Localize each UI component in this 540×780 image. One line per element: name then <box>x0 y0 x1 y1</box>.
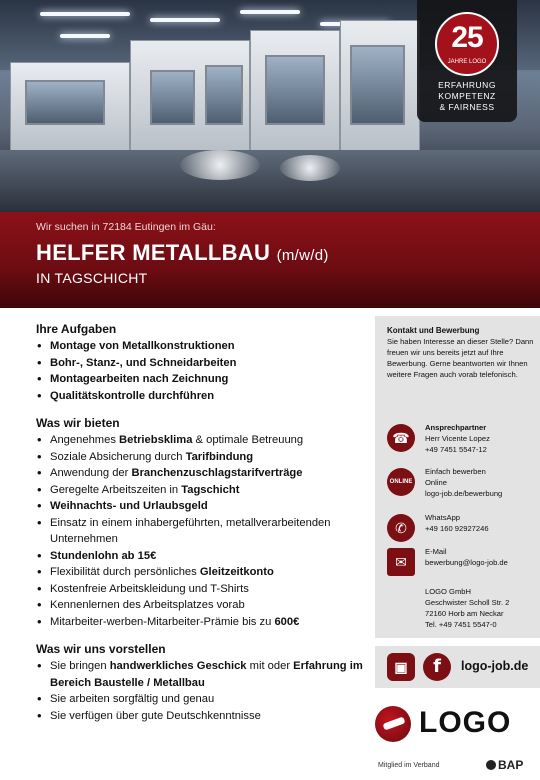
item-text: & optimale Betreuung <box>192 434 304 446</box>
list-item <box>36 432 364 449</box>
list-item <box>36 482 364 499</box>
website-link[interactable]: logo-job.de <box>461 659 529 673</box>
badge-claim: & FAIRNESS <box>439 102 495 112</box>
logo-mark-icon <box>375 706 411 742</box>
contact-phone[interactable]: +49 7451 5547-12 <box>425 445 487 454</box>
membership-note: Mitglied im Verband <box>378 762 440 769</box>
list-item <box>36 515 364 548</box>
online-apply-icon: ONLINE <box>387 468 415 496</box>
emphasis-text: Stundenlohn ab 15€ <box>50 549 157 562</box>
emphasis-text: 600€ <box>274 615 300 628</box>
emphasis-text: Tagschicht <box>181 483 240 496</box>
item-text: Geregelte Arbeitszeiten in <box>50 483 182 496</box>
badge-claim: KOMPETENZ <box>438 91 496 101</box>
list-item <box>36 338 364 355</box>
ceiling-light <box>60 34 110 38</box>
floor-reflection <box>280 155 340 181</box>
list-item <box>36 498 364 515</box>
shift-label: IN TAGSCHICHT <box>36 270 148 286</box>
whatsapp-number[interactable]: +49 160 92927246 <box>425 524 489 533</box>
list-item <box>36 548 364 565</box>
emphasis-text: Montage von Metallkonstruktionen <box>50 340 235 352</box>
item-text: Sie arbeiten sorgfältig und genau <box>50 693 215 705</box>
item-text: Anwendung der <box>50 467 132 479</box>
contact-label: Ansprechpartner <box>425 423 487 432</box>
instagram-icon[interactable]: ▣ <box>387 653 415 681</box>
list-item <box>36 465 364 482</box>
email-label: E-Mail <box>425 547 447 556</box>
section-title-tasks: Ihre Aufgaben <box>36 322 117 336</box>
emphasis-text: Montagearbeiten nach Zeichnung <box>50 373 229 385</box>
machine-window <box>265 55 325 125</box>
list-item <box>36 581 364 598</box>
item-text: Angenehmes <box>50 434 120 446</box>
contact-name: Herr Vicente Lopez <box>425 434 490 443</box>
badge-claims <box>417 80 517 113</box>
whatsapp-row[interactable] <box>387 512 537 546</box>
online-label: Einfach bewerben <box>425 467 486 476</box>
list-item <box>36 691 364 708</box>
bap-mark-icon <box>486 760 496 770</box>
company-name: LOGO GmbH <box>425 587 471 596</box>
item-text: Flexibilität durch persönliches <box>50 566 200 578</box>
list-item <box>36 708 364 725</box>
item-text: mit oder <box>246 660 294 672</box>
company-street: Geschwister Scholl Str. 2 <box>425 598 510 607</box>
location-intro: Wir suchen in 72184 Eutingen im Gäu: <box>36 221 216 233</box>
facebook-icon[interactable]: f <box>423 653 451 681</box>
machine-window <box>350 45 405 125</box>
emphasis-text: Weihnachts- und Urlaubsgeld <box>50 500 208 512</box>
job-title <box>36 240 329 266</box>
section-title-profile: Was wir uns vorstellen <box>36 642 166 656</box>
online-line2: Online <box>425 478 447 487</box>
whatsapp-label: WhatsApp <box>425 513 461 522</box>
whatsapp-icon: ✆ <box>387 514 415 542</box>
offer-list <box>36 432 364 630</box>
tasks-list <box>36 338 364 404</box>
contact-intro: Sie haben Interesse an dieser Stelle? Dann freuen wir uns bereits jetzt auf Ihre Bewerbung. Gerne beantworten wir Ihnen weitere Fragen auch vorab telefonisch. <box>387 337 534 379</box>
job-details <box>36 322 364 736</box>
machine-window <box>25 80 105 125</box>
emphasis-text: Betriebsklima <box>119 434 193 446</box>
association-logo <box>486 758 523 772</box>
emphasis-text: handwerkliches Geschick <box>109 660 247 672</box>
emphasis-text: Bohr-, Stanz-, und Schneidarbeiten <box>50 356 237 369</box>
emphasis-text: Tarifbindung <box>185 450 254 463</box>
online-apply-row[interactable] <box>387 466 537 500</box>
list-item <box>36 355 364 372</box>
emphasis-text: Branchenzuschlagstarifverträge <box>131 467 303 479</box>
badge-subtitle: JAHRE LOGO <box>447 59 487 65</box>
job-title-text: HELFER METALLBAU <box>36 240 271 265</box>
company-phone[interactable]: Tel. +49 7451 5547-0 <box>425 620 497 629</box>
anniversary-seal <box>435 12 499 76</box>
hall-floor <box>0 150 540 212</box>
title-band <box>0 212 540 308</box>
item-text: Mitarbeiter-werben-Mitarbeiter-Prämie bis zu <box>50 615 275 628</box>
list-item <box>36 449 364 466</box>
email-row[interactable] <box>387 546 537 580</box>
list-item <box>36 597 364 614</box>
phone-icon: ☎ <box>387 424 415 452</box>
online-url[interactable]: logo-job.de/bewerbung <box>425 489 503 498</box>
social-bar <box>375 646 540 688</box>
item-text: Soziale Absicherung durch <box>50 450 186 463</box>
list-item <box>36 564 364 581</box>
floor-reflection <box>180 150 260 180</box>
profile-list <box>36 658 364 724</box>
item-text: Sie verfügen über gute Deutschkenntnisse <box>50 709 261 722</box>
gender-note: (m/w/d) <box>276 247 329 264</box>
contact-heading: Kontakt und Bewerbung <box>387 326 480 335</box>
ceiling-light <box>40 12 130 16</box>
company-address <box>425 586 509 630</box>
company-city: 72160 Horb am Neckar <box>425 609 504 618</box>
list-item <box>36 371 364 388</box>
company-logo <box>375 704 535 744</box>
item-text: Einsatz in einem inhabergeführten, metallverarbeitenden Unternehmen <box>50 516 331 545</box>
logo-text: LOGO <box>419 706 512 739</box>
contact-person-row[interactable] <box>387 422 537 456</box>
anniversary-badge <box>417 0 517 122</box>
item-text: Kennenlernen des Arbeitsplatzes vorab <box>50 599 245 611</box>
list-item <box>36 658 364 691</box>
machine-window <box>205 65 243 125</box>
emphasis-text: Erfahrung im Bereich Baustelle / Metallbau <box>50 660 363 689</box>
contact-sidebar <box>375 316 540 638</box>
item-text: Sie bringen <box>50 660 110 672</box>
ceiling-light <box>240 10 300 14</box>
list-item <box>36 388 364 405</box>
emphasis-text: Qualitätskontrolle durchführen <box>50 389 215 402</box>
badge-number: 25 <box>451 21 483 54</box>
email-address[interactable]: bewerbung@logo-job.de <box>425 558 508 567</box>
association-name: BAP <box>498 758 524 772</box>
ceiling-light <box>150 18 220 22</box>
mail-icon: ✉ <box>387 548 415 576</box>
badge-claim: ERFAHRUNG <box>438 80 496 90</box>
machine-window <box>150 70 195 125</box>
emphasis-text: Gleitzeitkonto <box>199 566 274 578</box>
item-text: Kostenfreie Arbeitskleidung und T-Shirts <box>50 582 249 595</box>
section-title-offer: Was wir bieten <box>36 416 120 430</box>
list-item <box>36 614 364 631</box>
